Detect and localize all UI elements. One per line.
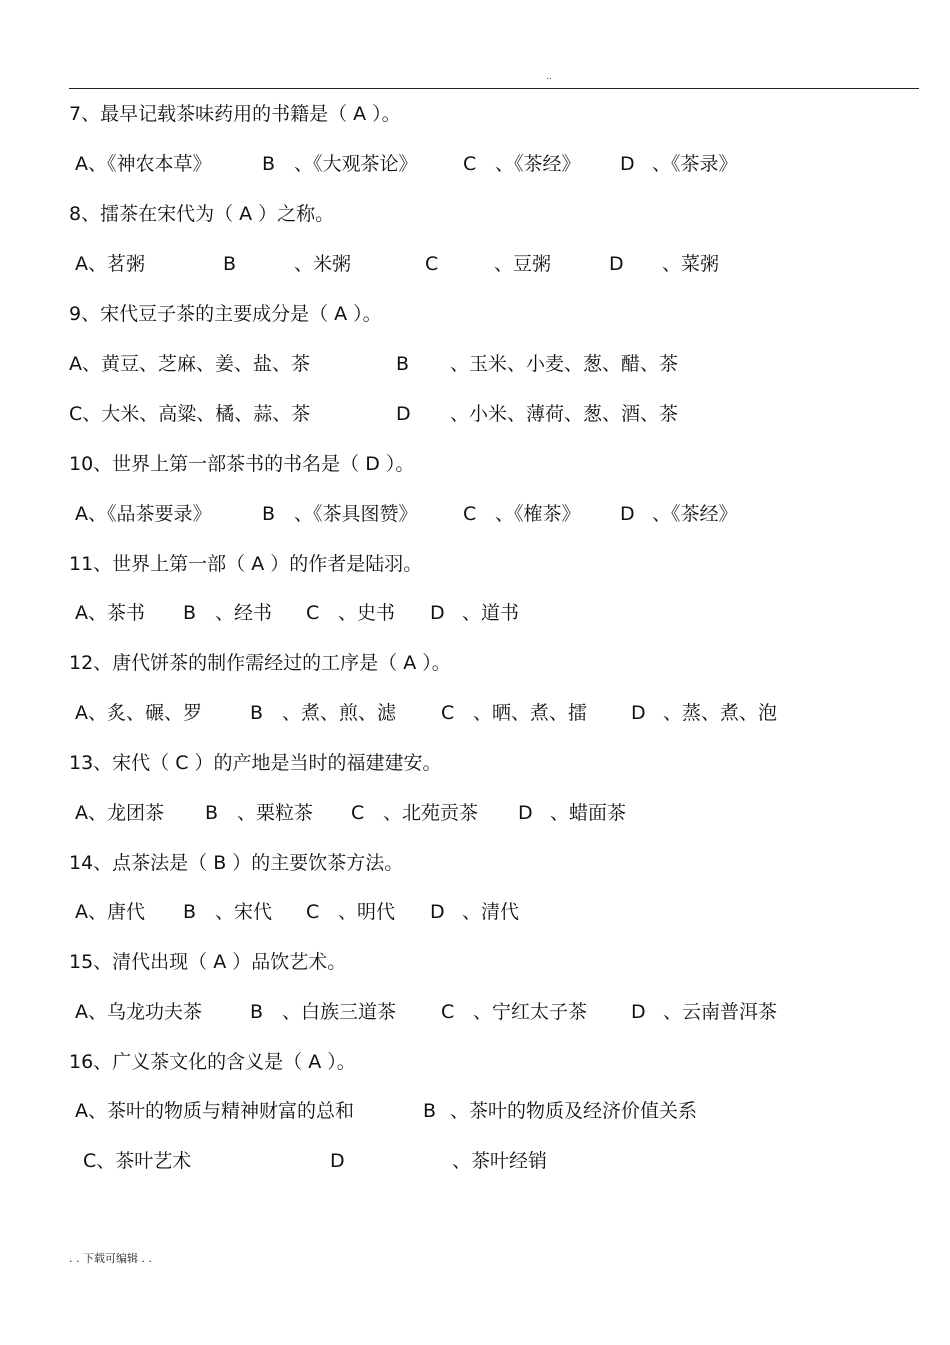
option-d: 、蒸、煮、泡 [663, 702, 778, 724]
question-11-stem: 11、世界上第一部（ A ）的作者是陆羽。 [69, 553, 423, 575]
option-a: A、茶叶的物质与精神财富的总和 [75, 1100, 354, 1122]
option-d: 、菜粥 [662, 253, 720, 275]
option-d-letter: D [631, 1001, 646, 1023]
question-12-stem: 12、唐代饼茶的制作需经过的工序是（ A ）。 [69, 652, 451, 674]
option-d-letter: D [620, 503, 635, 525]
option-a: A、《品茶要录》 [75, 503, 212, 525]
question-7-stem: 7、最早记载茶味药用的书籍是（ A ）。 [69, 103, 401, 125]
option-c: 、《榷茶》 [495, 503, 581, 525]
option-c: 、晒、煮、擂 [473, 702, 588, 724]
option-b-letter: B [423, 1100, 437, 1122]
option-a: A、乌龙功夫茶 [75, 1001, 202, 1023]
option-b: 、宋代 [215, 901, 273, 923]
option-d: 、《茶经》 [652, 503, 738, 525]
option-b: 、《茶具图赞》 [294, 503, 418, 525]
option-c-letter: C [463, 153, 477, 175]
option-c: 、《茶经》 [495, 153, 581, 175]
option-a: A、唐代 [75, 901, 145, 923]
option-d-letter: D [430, 602, 445, 624]
option-b-letter: B [223, 253, 237, 275]
option-a: A、茗粥 [75, 253, 145, 275]
option-d: 、云南普洱茶 [663, 1001, 778, 1023]
option-d-letter: D [518, 802, 533, 824]
option-d: 、小米、薄荷、葱、酒、茶 [450, 403, 679, 425]
option-d-letter: D [330, 1150, 345, 1172]
question-9-stem: 9、宋代豆子茶的主要成分是（ A ）。 [69, 303, 382, 325]
question-14-stem: 14、点茶法是（ B ）的主要饮茶方法。 [69, 852, 404, 874]
option-b-letter: B [396, 353, 410, 375]
option-d: 、蜡面茶 [550, 802, 627, 824]
option-b-letter: B [250, 702, 264, 724]
option-c: C、大米、高粱、橘、蒜、茶 [69, 403, 311, 425]
option-a: A、《神农本草》 [75, 153, 212, 175]
question-10-stem: 10、世界上第一部茶书的书名是（ D ）。 [69, 453, 415, 475]
option-d: 、清代 [462, 901, 520, 923]
option-b-letter: B [250, 1001, 264, 1023]
option-d-letter: D [631, 702, 646, 724]
option-c: 、豆粥 [494, 253, 552, 275]
option-b: 、米粥 [294, 253, 352, 275]
option-a: A、茶书 [75, 602, 145, 624]
option-b: 、白族三道茶 [282, 1001, 397, 1023]
option-b-letter: B [262, 503, 276, 525]
footer-text: . . 下载可编辑 . . [69, 1252, 152, 1265]
option-a: A、炙、碾、罗 [75, 702, 202, 724]
option-c-letter: C [441, 1001, 455, 1023]
option-b: 、栗粒茶 [237, 802, 314, 824]
option-c-letter: C [425, 253, 439, 275]
question-16-stem: 16、广义茶文化的含义是（ A ）。 [69, 1051, 356, 1073]
option-c-letter: C [441, 702, 455, 724]
option-d-letter: D [396, 403, 411, 425]
option-b: 、茶叶的物质及经济价值关系 [450, 1100, 698, 1122]
option-b: 、煮、煎、滤 [282, 702, 397, 724]
question-8-stem: 8、擂茶在宋代为（ A ）之称。 [69, 203, 335, 225]
option-b: 、《大观茶论》 [294, 153, 418, 175]
option-c: 、明代 [338, 901, 396, 923]
option-b-letter: B [183, 602, 197, 624]
option-b-letter: B [262, 153, 276, 175]
option-c: 、史书 [338, 602, 396, 624]
option-a: A、龙团茶 [75, 802, 164, 824]
option-b-letter: B [183, 901, 197, 923]
option-c: 、北苑贡茶 [383, 802, 479, 824]
option-d-letter: D [609, 253, 624, 275]
option-a: A、黄豆、芝麻、姜、盐、茶 [69, 353, 310, 375]
option-c-letter: C [306, 901, 320, 923]
option-c-letter: C [463, 503, 477, 525]
option-b: 、经书 [215, 602, 273, 624]
option-b: 、玉米、小麦、葱、醋、茶 [450, 353, 679, 375]
option-c-letter: C [306, 602, 320, 624]
question-15-stem: 15、清代出现（ A ）品饮艺术。 [69, 951, 347, 973]
option-d: 、茶叶经销 [452, 1150, 548, 1172]
question-13-stem: 13、宋代（ C ）的产地是当时的福建建安。 [69, 752, 442, 774]
option-d: 、《茶录》 [652, 153, 738, 175]
option-d-letter: D [620, 153, 635, 175]
option-b-letter: B [205, 802, 219, 824]
option-c-letter: C [351, 802, 365, 824]
header-rule [69, 88, 919, 89]
option-d-letter: D [430, 901, 445, 923]
option-c: C、茶叶艺术 [83, 1150, 192, 1172]
option-c: 、宁红太子茶 [473, 1001, 588, 1023]
option-d: 、道书 [462, 602, 520, 624]
header-dots: .. [546, 72, 552, 82]
